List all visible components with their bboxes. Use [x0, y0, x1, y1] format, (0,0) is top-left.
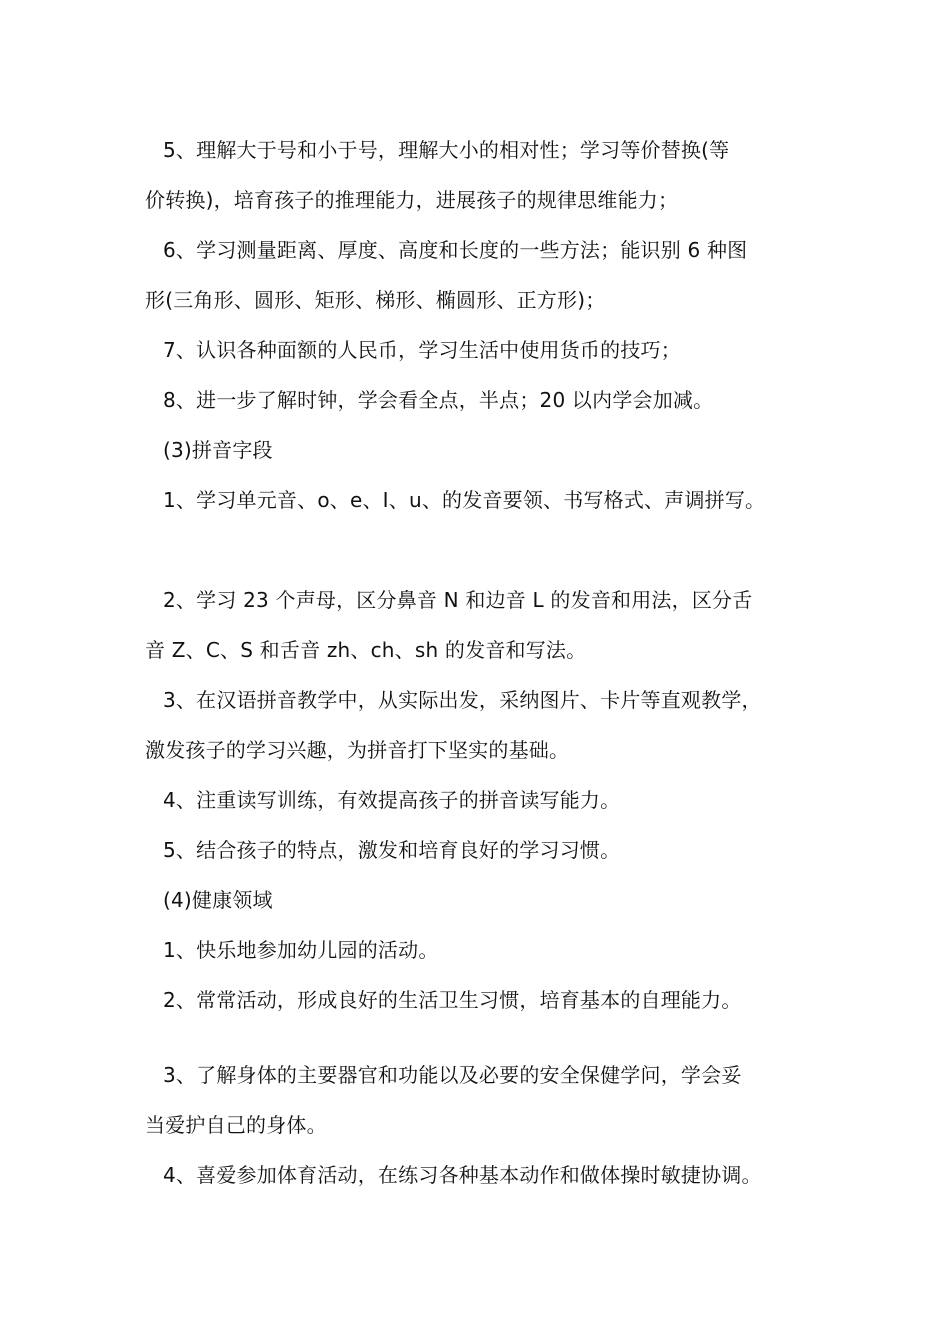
paragraph-line: 3、了解身体的主要器官和功能以及必要的安全保健学问，学会妥: [163, 1063, 742, 1087]
paragraph-line: 4、喜爱参加体育活动，在练习各种基本动作和做体操时敏捷协调。: [163, 1163, 762, 1187]
section-heading: (3)拼音字段: [163, 438, 273, 462]
paragraph-line: 音 Z、C、S 和舌音 zh、ch、sh 的发音和写法。: [145, 638, 587, 662]
paragraph-line: 当爱护自己的身体。: [145, 1113, 327, 1137]
paragraph-line: 激发孩子的学习兴趣，为拼音打下坚实的基础。: [145, 738, 570, 762]
paragraph-line: 5、理解大于号和小于号，理解大小的相对性；学习等价替换(等: [163, 138, 730, 162]
paragraph-line: 2、学习 23 个声母，区分鼻音 N 和边音 L 的发音和用法，区分舌: [163, 588, 753, 612]
paragraph-line: 形(三角形、圆形、矩形、梯形、椭圆形、正方形)；: [145, 288, 606, 312]
paragraph-line: 6、学习测量距离、厚度、高度和长度的一些方法；能识别 6 种图: [163, 238, 748, 262]
paragraph-line: 8、进一步了解时钟，学会看全点，半点；20 以内学会加减。: [163, 388, 714, 412]
paragraph-line: 4、注重读写训练，有效提高孩子的拼音读写能力。: [163, 788, 621, 812]
paragraph-line: 5、结合孩子的特点，激发和培育良好的学习习惯。: [163, 838, 621, 862]
paragraph-line: 3、在汉语拼音教学中，从实际出发，采纳图片、卡片等直观教学，: [163, 688, 762, 712]
section-heading: (4)健康领域: [163, 888, 273, 912]
paragraph-line: 1、学习单元音、o、e、I、u、的发音要领、书写格式、声调拼写。: [163, 488, 766, 512]
paragraph-line: 1、快乐地参加幼儿园的活动。: [163, 938, 439, 962]
paragraph-line: 价转换)，培育孩子的推理能力，进展孩子的规律思维能力；: [145, 188, 679, 212]
paragraph-line: 7、认识各种面额的人民币，学习生活中使用货币的技巧；: [163, 338, 681, 362]
paragraph-line: 2、常常活动，形成良好的生活卫生习惯，培育基本的自理能力。: [163, 988, 742, 1012]
